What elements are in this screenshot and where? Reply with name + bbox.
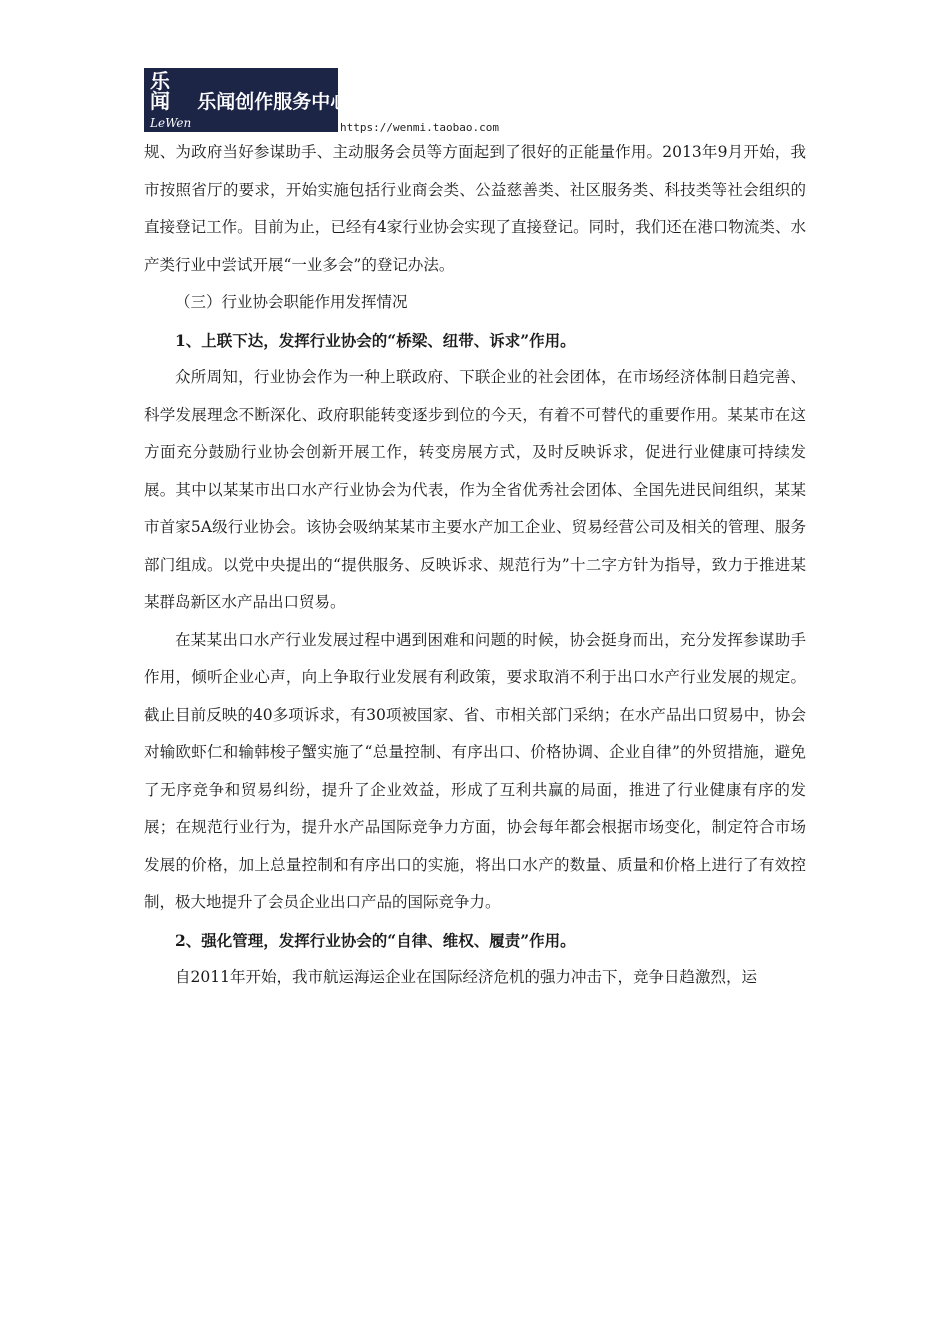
logo-text: 乐闻创作服务中心 (197, 90, 350, 113)
document-body (144, 134, 806, 997)
logo-mark-cn: 乐闻 (150, 69, 171, 113)
logo-mark (150, 69, 192, 130)
section-subheading: （三）行业协会职能作用发挥情况 (175, 293, 408, 311)
paragraph: 自2011年开始，我市航运海运企业在国际经济危机的强力冲击下，竞争日趋激烈，运 (175, 968, 757, 986)
point-heading-1: 1、上联下达，发挥行业协会的“桥梁、纽带、诉求”作用。 (175, 330, 576, 350)
paragraph-continued: 规、为政府当好参谋助手、主动服务会员等方面起到了很好的正能量作用。2013年9月开始，我市按照省厅的要求，开始实施包括行业商会类、公益慈善类、社区服务类、科技类等社会组织的直接登记工作。目前为止，已经有4家行业协会实现了直接登记。同时，我们还在港口物流类、水产类行业中尝试开展“一业多会”的登记办法。 (144, 143, 806, 274)
brand-logo (144, 68, 350, 132)
paragraph: 众所周知，行业协会作为一种上联政府、下联企业的社会团体，在市场经济体制日趋完善、科学发展理念不断深化、政府职能转变逐步到位的今天，有着不可替代的重要作用。某某市在这方面充分鼓励行业协会创新开展工作，转变房展方式，及时反映诉求，促进行业健康可持续发展。其中以某某市出口水产行业协会为代表，作为全省优秀社会团体、全国先进民间组织，某某市首家5A级行业协会。该协会吸纳某某市主要水产加工企业、贸易经营公司及相关的管理、服务部门组成。以党中央提出的“提供服务、反映诉求、规范行为”十二字方针为指导，致力于推进某某群岛新区水产品出口贸易。 (144, 368, 806, 611)
point-heading-2: 2、强化管理，发挥行业协会的“自律、维权、履责”作用。 (175, 930, 576, 950)
logo-mark-en: LeWen (150, 116, 192, 130)
shop-url: https://wenmi.taobao.com (340, 121, 499, 134)
paragraph: 在某某出口水产行业发展过程中遇到困难和问题的时候，协会挺身而出，充分发挥参谋助手作用，倾听企业心声，向上争取行业发展有利政策，要求取消不利于出口水产行业发展的规定。截止目前反映的40多项诉求，有30项被国家、省、市相关部门采纳；在水产品出口贸易中，协会对输欧虾仁和输韩梭子蟹实施了“总量控制、有序出口、价格协调、企业自律”的外贸措施，避免了无序竞争和贸易纠纷，提升了企业效益，形成了互利共赢的局面，推进了行业健康有序的发展；在规范行业行为，提升水产品国际竞争力方面，协会每年都会根据市场变化，制定符合市场发展的价格，加上总量控制和有序出口的实施，将出口水产的数量、质量和价格上进行了有效控制，极大地提升了会员企业出口产品的国际竞争力。 (144, 630, 806, 911)
